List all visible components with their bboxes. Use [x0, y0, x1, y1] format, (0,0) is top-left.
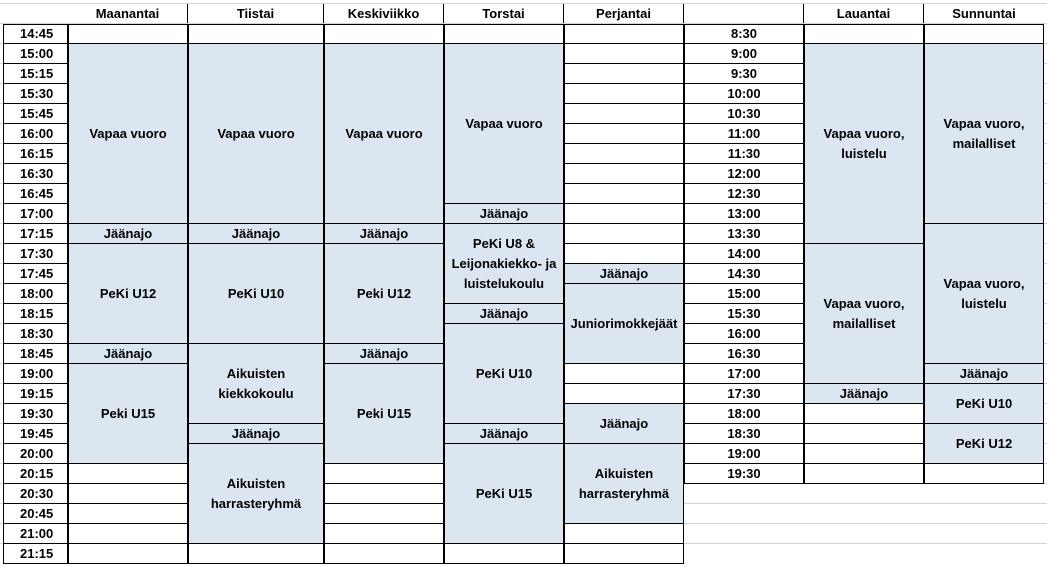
weekend-time-label: 16:00: [684, 324, 804, 344]
header-thursday: Torstai: [444, 3, 564, 24]
schedule-block-thursday: Jäänajo: [444, 423, 564, 444]
header-friday: Perjantai: [564, 3, 684, 24]
schedule-block-wednesday: Peki U12: [324, 243, 444, 344]
empty-slot: [564, 124, 684, 144]
weekend-time-label: 14:00: [684, 244, 804, 264]
empty-slot: [804, 464, 924, 484]
weekday-time-label: 21:00: [3, 524, 68, 544]
schedule-block-thursday: PeKi U15: [444, 443, 564, 544]
weekday-time-label: 17:45: [3, 264, 68, 284]
header-wednesday: Keskiviikko: [324, 3, 444, 24]
schedule-block-wednesday: Jäänajo: [324, 343, 444, 364]
schedule-block-thursday: Vapaa vuoro: [444, 43, 564, 204]
weekend-time-label: 19:30: [684, 464, 804, 484]
empty-slot: [324, 504, 444, 524]
weekend-time-label: 14:30: [684, 264, 804, 284]
empty-slot: [564, 524, 684, 544]
weekend-time-label: 8:30: [684, 24, 804, 44]
weekend-time-label: 12:00: [684, 164, 804, 184]
header-weekend-time: [684, 3, 804, 24]
schedule-block-sunday: PeKi U12: [924, 423, 1044, 464]
empty-slot: [564, 204, 684, 224]
weekend-time-label: 9:00: [684, 44, 804, 64]
weekday-time-label: 16:30: [3, 164, 68, 184]
schedule-block-friday: Aikuisten harrasteryhmä: [564, 443, 684, 524]
empty-slot: [564, 164, 684, 184]
weekend-time-label: 12:30: [684, 184, 804, 204]
empty-slot: [564, 364, 684, 384]
schedule-block-friday: Jäänajo: [564, 403, 684, 444]
empty-slot: [804, 404, 924, 424]
empty-slot: [564, 44, 684, 64]
weekend-time-label: 19:00: [684, 444, 804, 464]
schedule-block-sunday: Vapaa vuoro, luistelu: [924, 223, 1044, 364]
empty-slot: [68, 544, 188, 564]
empty-slot: [444, 24, 564, 44]
schedule-block-thursday: Jäänajo: [444, 303, 564, 324]
empty-slot: [564, 224, 684, 244]
empty-slot: [804, 424, 924, 444]
schedule-block-tuesday: Vapaa vuoro: [188, 43, 324, 224]
weekday-time-label: 21:15: [3, 544, 68, 564]
gridline: [0, 3, 1047, 4]
weekday-time-label: 20:30: [3, 484, 68, 504]
schedule-block-monday: Vapaa vuoro: [68, 43, 188, 224]
empty-slot: [324, 544, 444, 564]
empty-slot: [564, 184, 684, 204]
empty-slot: [68, 524, 188, 544]
schedule-block-tuesday: PeKi U10: [188, 243, 324, 344]
schedule-block-thursday: PeKi U10: [444, 323, 564, 424]
schedule-block-wednesday: Peki U15: [324, 363, 444, 464]
schedule-block-friday: Jäänajo: [564, 263, 684, 284]
empty-slot: [804, 444, 924, 464]
schedule-block-wednesday: Jäänajo: [324, 223, 444, 244]
weekday-time-label: 17:00: [3, 204, 68, 224]
schedule-block-sunday: Jäänajo: [924, 363, 1044, 384]
weekday-time-label: 15:45: [3, 104, 68, 124]
weekday-time-label: 19:15: [3, 384, 68, 404]
header-tuesday: Tiistai: [188, 3, 324, 24]
weekend-time-label: 18:30: [684, 424, 804, 444]
schedule-block-sunday: Vapaa vuoro, mailalliset: [924, 43, 1044, 224]
schedule-block-saturday: Jäänajo: [804, 383, 924, 404]
weekday-time-label: 15:30: [3, 84, 68, 104]
weekday-time-label: 18:45: [3, 344, 68, 364]
weekend-time-label: 16:30: [684, 344, 804, 364]
empty-slot: [564, 544, 684, 564]
weekday-time-label: 20:00: [3, 444, 68, 464]
weekend-time-label: 17:00: [684, 364, 804, 384]
header-monday: Maanantai: [68, 3, 188, 24]
weekday-time-label: 16:15: [3, 144, 68, 164]
weekday-time-label: 19:30: [3, 404, 68, 424]
schedule-block-thursday: Jäänajo: [444, 203, 564, 224]
weekend-time-label: 15:00: [684, 284, 804, 304]
empty-slot: [564, 384, 684, 404]
weekend-time-label: 15:30: [684, 304, 804, 324]
empty-slot: [444, 544, 564, 564]
empty-slot: [68, 24, 188, 44]
weekday-time-label: 15:15: [3, 64, 68, 84]
empty-slot: [324, 24, 444, 44]
schedule-block-tuesday: Jäänajo: [188, 223, 324, 244]
schedule-block-monday: Peki U15: [68, 363, 188, 464]
schedule-block-monday: Jäänajo: [68, 223, 188, 244]
weekday-time-label: 16:00: [3, 124, 68, 144]
weekday-time-label: 20:15: [3, 464, 68, 484]
weekday-time-label: 17:30: [3, 244, 68, 264]
empty-slot: [68, 504, 188, 524]
weekday-time-label: 15:00: [3, 44, 68, 64]
weekend-time-label: 11:00: [684, 124, 804, 144]
empty-slot: [68, 484, 188, 504]
header-saturday: Lauantai: [804, 3, 924, 24]
weekday-time-label: 18:30: [3, 324, 68, 344]
weekend-time-label: 11:30: [684, 144, 804, 164]
schedule-block-sunday: PeKi U10: [924, 383, 1044, 424]
schedule-block-monday: PeKi U12: [68, 243, 188, 344]
empty-slot: [564, 24, 684, 44]
weekend-time-label: 17:30: [684, 384, 804, 404]
schedule-block-monday: Jäänajo: [68, 343, 188, 364]
empty-slot: [188, 24, 324, 44]
schedule-block-tuesday: Aikuisten kiekkokoulu: [188, 343, 324, 424]
weekday-time-label: 17:15: [3, 224, 68, 244]
weekday-time-label: 18:15: [3, 304, 68, 324]
schedule-block-saturday: Vapaa vuoro, luistelu: [804, 43, 924, 244]
weekend-time-label: 9:30: [684, 64, 804, 84]
weekday-time-label: 14:45: [3, 24, 68, 44]
weekday-time-label: 19:00: [3, 364, 68, 384]
schedule-block-tuesday: Jäänajo: [188, 423, 324, 444]
schedule-block-thursday: PeKi U8 & Leijonakiekko- ja luistelukoulu: [444, 223, 564, 304]
empty-slot: [324, 464, 444, 484]
weekend-time-label: 18:00: [684, 404, 804, 424]
weekday-time-label: 16:45: [3, 184, 68, 204]
weekday-time-label: 20:45: [3, 504, 68, 524]
empty-slot: [924, 24, 1044, 44]
empty-slot: [804, 24, 924, 44]
empty-slot: [564, 104, 684, 124]
empty-slot: [924, 464, 1044, 484]
empty-slot: [564, 144, 684, 164]
empty-slot: [324, 484, 444, 504]
empty-slot: [324, 524, 444, 544]
weekend-time-label: 13:30: [684, 224, 804, 244]
weekend-time-label: 10:00: [684, 84, 804, 104]
empty-slot: [68, 464, 188, 484]
empty-slot: [564, 84, 684, 104]
schedule-block-wednesday: Vapaa vuoro: [324, 43, 444, 224]
schedule-block-tuesday: Aikuisten harrasteryhmä: [188, 443, 324, 544]
empty-slot: [188, 544, 324, 564]
weekday-time-label: 18:00: [3, 284, 68, 304]
header-sunday: Sunnuntai: [924, 3, 1044, 24]
schedule-block-friday: Juniorimokkejäät: [564, 283, 684, 364]
empty-slot: [564, 244, 684, 264]
weekend-time-label: 10:30: [684, 104, 804, 124]
weekday-time-label: 19:45: [3, 424, 68, 444]
weekend-time-label: 13:00: [684, 204, 804, 224]
empty-slot: [564, 64, 684, 84]
schedule-block-saturday: Vapaa vuoro, mailalliset: [804, 243, 924, 384]
